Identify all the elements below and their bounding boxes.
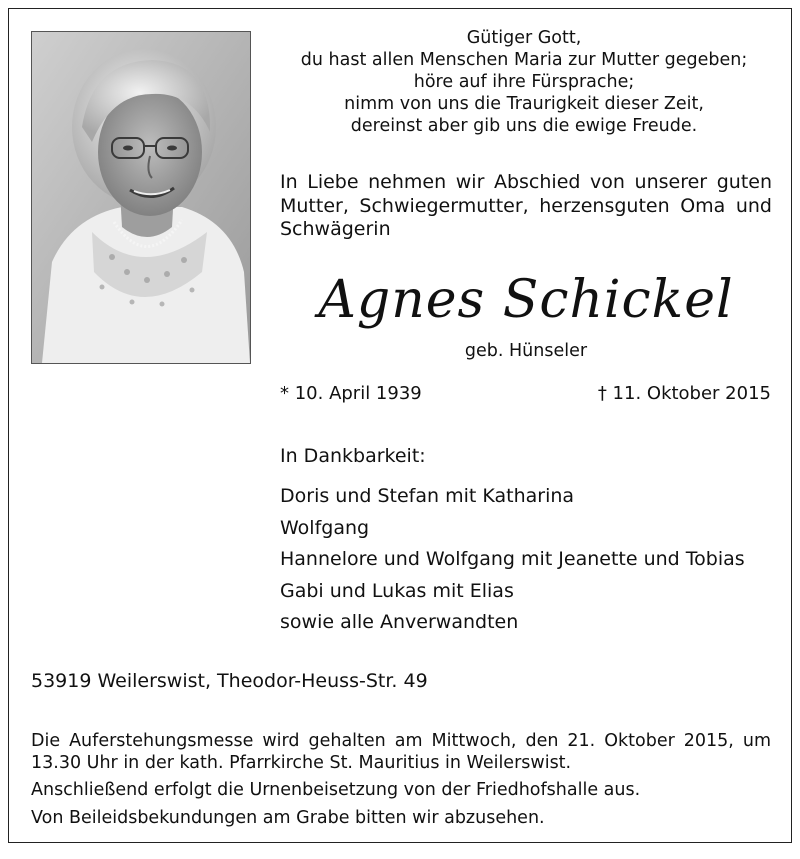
family-member: Wolfgang [280, 516, 370, 539]
family-member: Hannelore und Wolfgang mit Jeanette und Tobias [280, 548, 745, 570]
obituary-card [8, 8, 792, 843]
farewell-intro: In Liebe nehmen wir Abschied von unserer guten Mutter, Schwiegermutter, herzensguten Oma und Schwägerin [280, 171, 772, 240]
mass-info: Die Auferstehungsmesse wird gehalten am Mittwoch, den 21. Oktober 2015, um 13.30 Uhr in der kath. Pfarrkirche St. Mauritius in Weilerswist. [31, 731, 771, 773]
funeral-notice [31, 731, 771, 829]
birth-date: * 10. April 1939 [280, 383, 422, 404]
prayer-line: nimm von uns die Traurigkeit dieser Zeit, [344, 94, 704, 114]
family-member: Doris und Stefan mit Katharina [280, 485, 575, 507]
family-member: Gabi und Lukas mit Elias [280, 579, 514, 602]
deceased-name: Agnes Schickel [318, 270, 734, 330]
death-date: † 11. Oktober 2015 [597, 383, 771, 404]
condolence-request: Von Beileidsbekundungen am Grabe bitten wir abzusehen. [31, 807, 545, 828]
prayer-verse [259, 27, 789, 137]
thanks-label: In Dankbarkeit: [280, 445, 426, 467]
portrait-illustration [32, 32, 250, 363]
prayer-line: höre auf ihre Fürsprache; [413, 72, 635, 92]
birth-name: geb. Hünseler [464, 341, 588, 361]
family-address: 53919 Weilerswist, Theodor-Heuss-Str. 49 [31, 670, 428, 692]
prayer-line: Gütiger Gott, [466, 28, 582, 48]
urn-burial-info: Anschließend erfolgt die Urnenbeisetzung von der Friedhofshalle aus. [31, 780, 641, 800]
portrait-photo [31, 31, 251, 364]
prayer-line: dereinst aber gib uns die ewige Freude. [350, 116, 698, 136]
family-member: sowie alle Anverwandten [280, 611, 519, 633]
family-list [280, 481, 745, 639]
prayer-line: du hast allen Menschen Maria zur Mutter gegeben; [300, 50, 748, 70]
